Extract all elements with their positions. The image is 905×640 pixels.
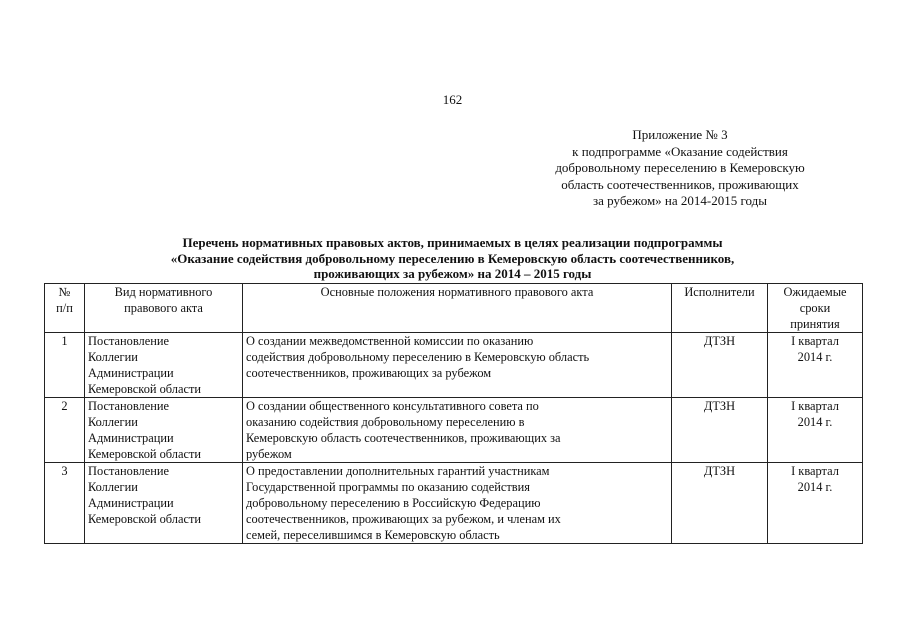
cell-line: I квартал <box>791 399 839 413</box>
appendix-line: область соотечественников, проживающих <box>561 176 799 192</box>
header-line: принятия <box>790 317 840 331</box>
cell-line: Коллегии <box>88 415 138 429</box>
cell-line: соотечественников, проживающих за рубежом <box>246 366 492 380</box>
cell-line: 2014 г. <box>797 415 833 429</box>
table-row <box>45 398 863 463</box>
header-line: № <box>58 285 71 299</box>
cell-line: I квартал <box>791 334 839 348</box>
appendix-line: к подпрограмме «Оказание содействия <box>572 143 788 159</box>
appendix-line: добровольному переселению в Кемеровскую <box>555 160 805 175</box>
title-line: Перечень нормативных правовых актов, принимаемых в целях реализации подпрограммы <box>182 235 723 250</box>
cell-line: 2014 г. <box>797 350 833 364</box>
row-act-type <box>85 398 243 463</box>
header-line: Основные положения нормативного правового акта <box>320 285 594 299</box>
header-act-type <box>85 284 243 333</box>
header-line: сроки <box>799 301 831 315</box>
row-term <box>768 333 863 398</box>
cell-line: семей, переселившимся в Кемеровскую область <box>246 528 500 542</box>
row-act-type <box>85 333 243 398</box>
header-line: Ожидаемые <box>783 285 847 299</box>
cell-line: О предоставлении дополнительных гарантий участникам <box>246 464 550 478</box>
row-number: 1 <box>45 333 85 398</box>
row-provisions <box>243 463 672 544</box>
cell-line: О создании межведомственной комиссии по оказанию <box>246 334 534 348</box>
header-provisions <box>243 284 672 333</box>
acts-table <box>44 283 863 544</box>
cell-line: Кемеровской области <box>88 512 202 526</box>
cell-line: оказанию содействия добровольному переселению в <box>246 415 525 429</box>
row-number: 2 <box>45 398 85 463</box>
appendix-line: Приложение № 3 <box>632 127 728 142</box>
cell-line: Кемеровской области <box>88 382 202 396</box>
cell-line: Администрации <box>88 431 174 445</box>
table-row <box>45 463 863 544</box>
cell-line: Кемеровской области <box>88 447 202 461</box>
cell-line: О создании общественного консультативного совета по <box>246 399 539 413</box>
row-act-type <box>85 463 243 544</box>
cell-line: Коллегии <box>88 480 138 494</box>
header-number <box>45 284 85 333</box>
cell-line: Кемеровскую область соотечественников, проживающих за <box>246 431 561 445</box>
cell-line: Коллегии <box>88 350 138 364</box>
table-row <box>45 333 863 398</box>
table-header-row <box>45 284 863 333</box>
title-line: проживающих за рубежом» на 2014 – 2015 годы <box>313 266 592 281</box>
header-executors <box>672 284 768 333</box>
header-line: Вид нормативного <box>114 285 213 299</box>
header-line: правового акта <box>124 301 203 315</box>
appendix-line: за рубежом» на 2014-2015 годы <box>593 193 767 208</box>
header-line: Исполнители <box>684 285 755 299</box>
cell-line: Государственной программы по оказанию содействия <box>246 480 530 494</box>
cell-line: I квартал <box>791 464 839 478</box>
row-executor: ДТЗН <box>672 398 768 463</box>
row-provisions <box>243 333 672 398</box>
row-term <box>768 398 863 463</box>
cell-line: Администрации <box>88 366 174 380</box>
cell-line: 2014 г. <box>797 480 833 494</box>
cell-line: содействия добровольному переселению в Кемеровскую область <box>246 350 590 364</box>
cell-line: Постановление <box>88 399 169 413</box>
title-line: «Оказание содействия добровольному переселению в Кемеровскую область соотечественников, <box>170 250 735 266</box>
cell-line: Администрации <box>88 496 174 510</box>
row-provisions <box>243 398 672 463</box>
row-executor: ДТЗН <box>672 333 768 398</box>
row-executor: ДТЗН <box>672 463 768 544</box>
appendix-caption <box>520 127 840 210</box>
page-number: 162 <box>442 92 463 107</box>
row-number: 3 <box>45 463 85 544</box>
header-line: п/п <box>56 301 73 315</box>
cell-line: добровольному переселению в Российскую Федерацию <box>246 496 541 510</box>
document-title <box>40 235 865 282</box>
cell-line: соотечественников, проживающих за рубежом, и членам их <box>246 512 561 526</box>
cell-line: Постановление <box>88 334 169 348</box>
row-term <box>768 463 863 544</box>
cell-line: рубежом <box>246 447 292 461</box>
cell-line: Постановление <box>88 464 169 478</box>
header-terms <box>768 284 863 333</box>
